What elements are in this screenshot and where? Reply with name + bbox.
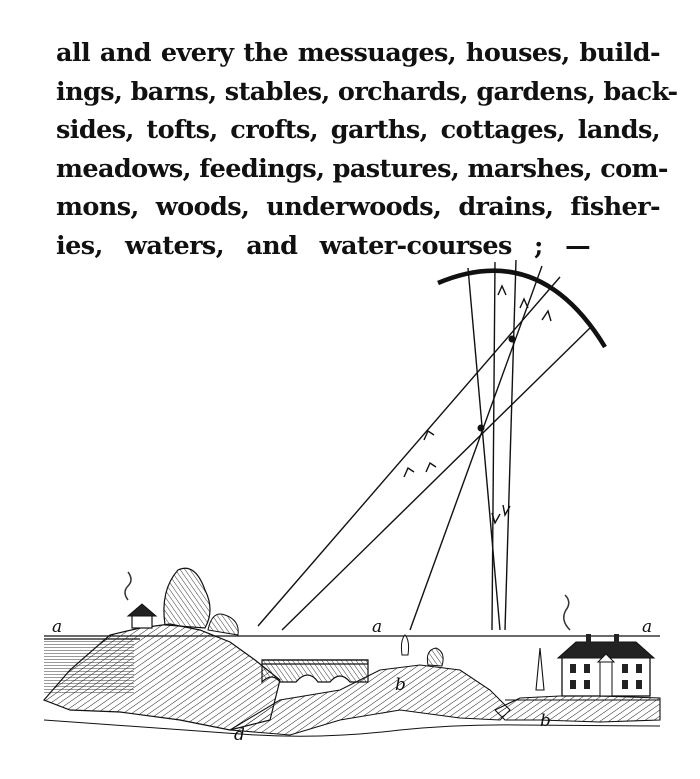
light-rays	[258, 260, 592, 630]
text-line-4: meadows, feedings, pastures, marshes, com-	[56, 153, 668, 184]
text-line-2: ings, barns, stables, orchards, gardens, back-	[56, 76, 678, 107]
text-line-6: ies, waters, and water-courses ; —	[56, 230, 591, 261]
label-a-left: a	[52, 617, 63, 637]
text-line-3: sides, tofts, crofts, garths, cottages, lands,	[56, 115, 660, 145]
mirage-illustration	[0, 250, 700, 779]
label-b-right: b	[540, 711, 551, 731]
text-line-5: mons, woods, underwoods, drains, fisher-	[56, 192, 660, 222]
label-a-middle: a	[372, 617, 383, 637]
paragraph	[56, 34, 678, 265]
curved-mirror	[438, 271, 605, 347]
ray-arrowheads	[404, 286, 551, 523]
arch-bridge	[262, 660, 368, 682]
label-a-right: a	[642, 617, 653, 637]
right-ground	[495, 595, 660, 722]
ground-line	[44, 720, 660, 736]
label-d-left: d	[234, 725, 245, 745]
text-line-1: all and every the messuages, houses, build-	[56, 38, 660, 68]
label-b-middle: b	[395, 675, 406, 695]
